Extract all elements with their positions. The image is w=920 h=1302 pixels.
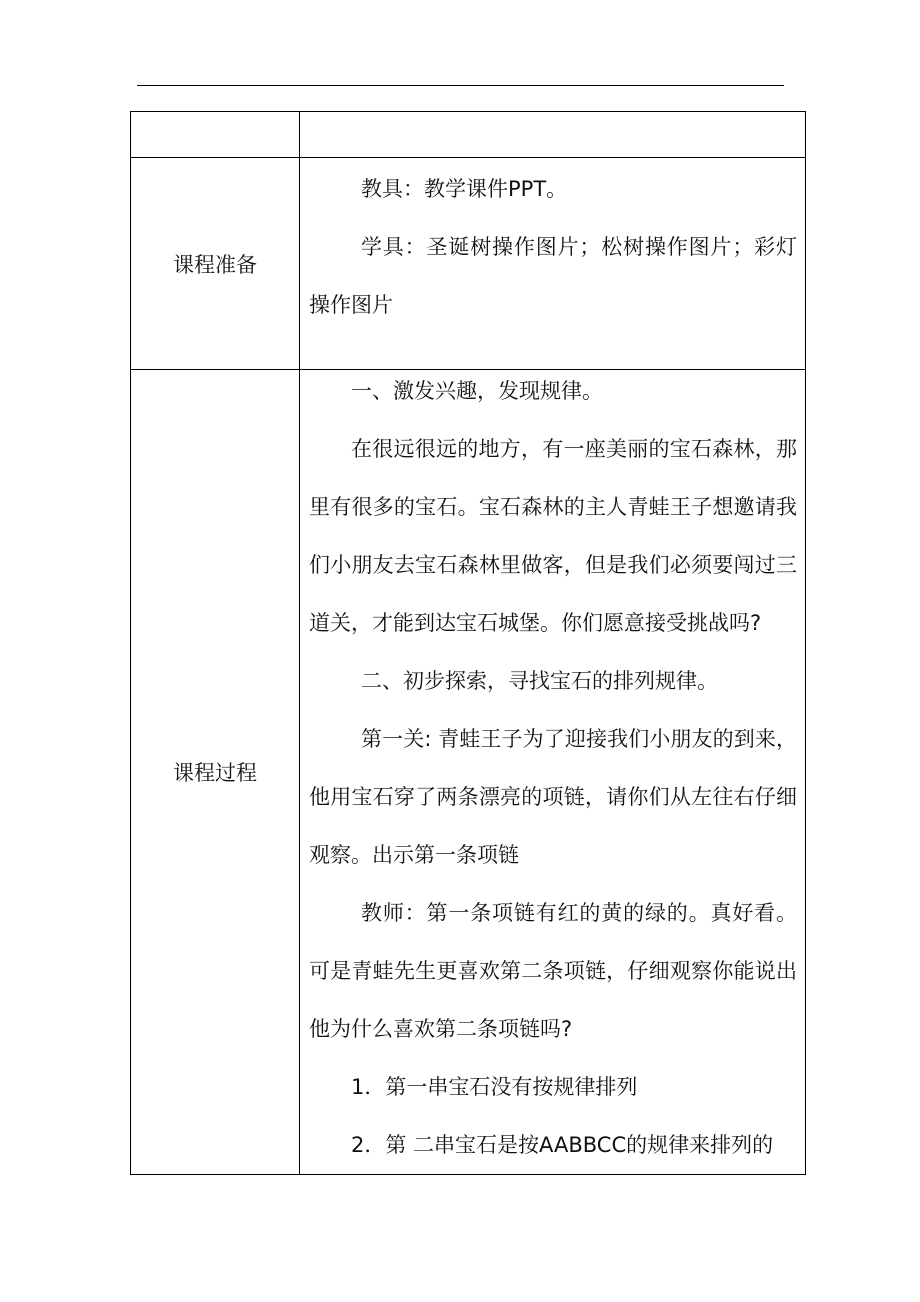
- header-rule: [137, 85, 784, 86]
- point-1: 1．第一串宝石没有按规律排列: [351, 1075, 638, 1099]
- table-row-process: [131, 370, 806, 1175]
- preparation-label: 课程准备: [131, 158, 300, 370]
- teacher-tools-text: 教具：教学课件PPT。: [361, 177, 568, 201]
- empty-content-cell: [300, 112, 806, 158]
- lesson-plan-table: [130, 111, 806, 1175]
- student-tools-text: 学具：圣诞树操作图片；松树操作图片；彩灯操作图片: [309, 235, 797, 317]
- point-2: 2．第 二串宝石是按AABBCC的规律来排列的: [351, 1133, 774, 1157]
- preparation-content: [300, 158, 806, 370]
- process-content: [300, 370, 806, 1175]
- section2-title: 二、初步探索，寻找宝石的排列规律。: [361, 669, 718, 693]
- table-row-preparation: [131, 158, 806, 370]
- empty-label-cell: [131, 112, 300, 158]
- teacher-line: 教师：第一条项链有红的黄的绿的。真好看。可是青蛙先生更喜欢第二条项链，仔细观察你能说出他为什么喜欢第二条项链吗?: [309, 901, 797, 1041]
- level1-text: 第一关: 青蛙王子为了迎接我们小朋友的到来，他用宝石穿了两条漂亮的项链，请你们从左往右仔细观察。出示第一条项链: [309, 727, 797, 867]
- process-label: 课程过程: [131, 370, 300, 1175]
- section1-title: 一、激发兴趣，发现规律。: [351, 379, 603, 403]
- table-row-empty: [131, 112, 806, 158]
- section1-body: 在很远很远的地方，有一座美丽的宝石森林，那里有很多的宝石。宝石森林的主人青蛙王子想邀请我们小朋友去宝石森林里做客，但是我们必须要闯过三道关，才能到达宝石城堡。你们愿意接受挑战吗?: [309, 437, 797, 635]
